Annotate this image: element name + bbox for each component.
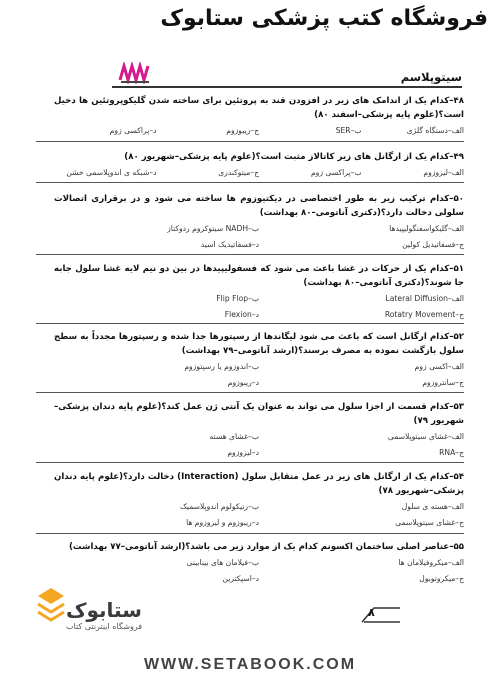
- question-divider: [36, 323, 464, 324]
- option-b: ب–فیلامان های بینابینی: [186, 558, 259, 567]
- question-52: [54, 330, 464, 390]
- option-c: ج–میکروتوبول: [419, 574, 464, 583]
- question-text: ۵۲–کدام ارگانل است که باعث می شود لیگاندها از رسپتورها جدا شده و رسپتورها مجدداً به سطح سلول بازگشت نموده به مصرف برسند؟(ارشد آناتومی–۷۹ بهداشت): [54, 332, 464, 356]
- store-title: فروشگاه کتب پزشکی ستابوک: [160, 6, 488, 31]
- option-b: ب–غشای هسته: [209, 432, 259, 441]
- option-a: الف–هسته ی سلول: [401, 502, 464, 511]
- option-b: ب–SER: [335, 126, 362, 135]
- option-d: د–Flexion: [224, 310, 259, 319]
- brand-name: ستابوک: [66, 598, 142, 622]
- option-a: الف–Lateral Diffusion: [385, 294, 464, 303]
- page-number-frame-icon: [360, 606, 402, 624]
- option-d: د–فسفاتیدیک اسید: [200, 240, 259, 249]
- question-text: ۵۳–کدام قسمت از اجزا سلول می تواند به عنوان یک آنتی ژن عمل کند؟(علوم پایه دندان پزشکی–شهریور ۷۹): [54, 402, 464, 426]
- question-text: ۵۰–کدام ترکیب زیر به طور اختصاصی در دیکتیوزوم ها ساخته می شود و در برقراری اتصالات سلولی دخالت دارد؟(دکتری آناتومی–۸۰ بهداشت): [54, 194, 464, 218]
- option-a: الف–گلیکواسفنگولیپیدها: [389, 224, 464, 233]
- option-c: ج–ریبوزوم: [226, 126, 259, 135]
- question-48: [54, 94, 464, 138]
- question-divider: [36, 392, 464, 393]
- option-d: د–لیزوزوم: [227, 448, 259, 457]
- option-a: الف–میکروفیلامان ها: [398, 558, 464, 567]
- question-text: ۴۸–کدام یک از اندامک های زیر در افزودن قند به پروتئین برای ساخته شدن گلیکوپروتئین ها دخیل است؟(علوم پایه پزشکی–اسفند ۸۰): [54, 96, 464, 120]
- option-c: ج–RNA: [439, 448, 464, 457]
- option-a: الف–دستگاه گلژی: [406, 126, 464, 135]
- question-divider: [36, 141, 464, 142]
- option-c: ج–فسفاتیدیل کولین: [402, 240, 464, 249]
- option-d: د–ریبوزوم و لیزوزوم ها: [186, 518, 259, 527]
- setabook-logo-icon: [36, 584, 66, 628]
- question-49: [54, 150, 464, 180]
- question-53: [54, 400, 464, 460]
- page-number: ۸: [368, 606, 375, 619]
- option-d: د–اسپکترین: [222, 574, 259, 583]
- question-text: ۴۹–کدام یک از ارگانل های زیر کاتالاز مثبت است؟(علوم پایه پزشکی–شهریور ۸۰): [124, 152, 464, 162]
- option-b: ب–اندوزوم یا رسپتوزوم: [184, 362, 259, 371]
- question-divider: [36, 254, 464, 255]
- brand-url: WWW.SETABOOK.COM: [143, 656, 357, 673]
- brand-subtitle: فروشگاه اینترنتی کتاب: [66, 622, 143, 631]
- question-divider: [36, 182, 464, 183]
- option-c: ج–میتوکندری: [218, 168, 259, 177]
- question-text: ۵۱–کدام یک از حرکات در غشا باعث می شود که فسفولیپیدها در بین دو نیم لایه غشا سلول جابه جا شوند؟(دکتری آناتومی–۸۰ بهداشت): [54, 264, 464, 288]
- question-54: [54, 470, 464, 530]
- option-a: الف–غشای سیتوپلاسمی: [387, 432, 464, 441]
- question-50: [54, 192, 464, 252]
- option-b: ب–Flip Flop: [216, 294, 259, 303]
- option-b: ب–NADH سیتوکروم ردوکتاز: [167, 224, 259, 233]
- option-d: د–شبکه ی اندوپلاسمی خشن: [66, 168, 157, 177]
- option-c: ج–غشای سیتوپلاسمی: [395, 518, 464, 527]
- question-divider: [36, 533, 464, 534]
- option-c: ج–سانتروزوم: [422, 378, 464, 387]
- option-a: الف–اکسی زوم: [414, 362, 464, 371]
- question-55: [54, 540, 464, 586]
- option-a: الف–لیزوزوم: [423, 168, 464, 177]
- question-51: [54, 262, 464, 322]
- question-text: ۵۵–عناصر اصلی ساختمان اکسونم کدام یک از موارد زیر می باشد؟(ارشد آناتومی–۷۷ بهداشت): [68, 542, 464, 552]
- option-d: د–ریبوزوم: [227, 378, 259, 387]
- question-text: ۵۴–کدام یک از ارگانل های زیر در عمل متقابل سلول (Interaction) دخالت دارد؟(علوم پایه دندان پزشکی–شهریور ۷۸): [54, 472, 465, 496]
- option-c: ج–Rotatry Movement: [384, 310, 464, 319]
- option-b: ب–پراکسی زوم: [310, 168, 362, 177]
- option-b: ب–رتیکولوم اندوپلاسمیک: [180, 502, 259, 511]
- question-divider: [36, 462, 464, 463]
- option-d: د–پراکسی زوم: [109, 126, 157, 135]
- section-title: سیتوپلاسم: [400, 70, 462, 84]
